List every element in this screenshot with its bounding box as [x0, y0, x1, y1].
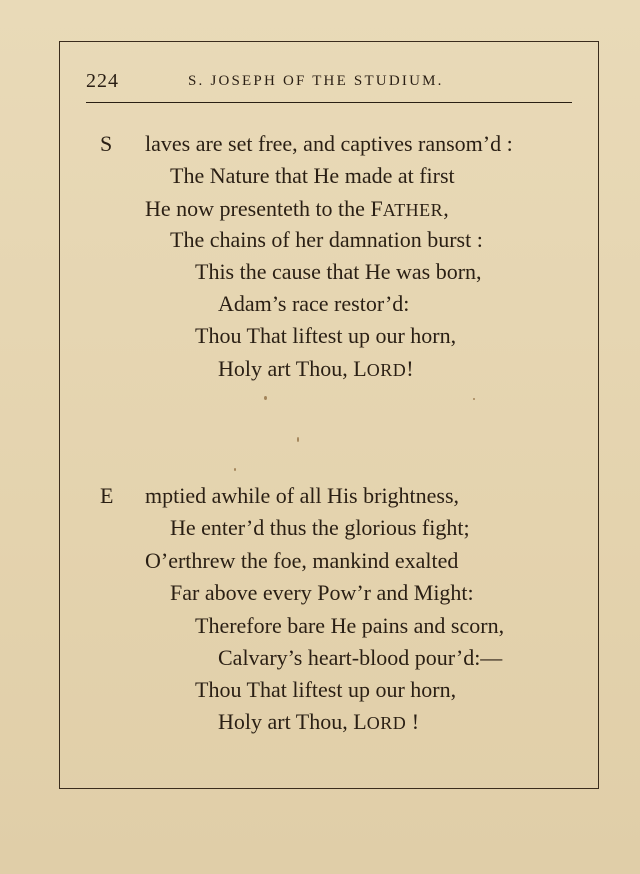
verse-line: Calvary’s heart-blood pour’d:— — [218, 645, 503, 670]
verse-line — [218, 358, 414, 380]
verse-line — [145, 198, 449, 220]
verse-line: laves are set free, and captives ransom’d : — [145, 131, 513, 156]
verse-line: This the cause that He was born, — [195, 259, 482, 284]
small-caps: ATHER — [382, 200, 444, 220]
verse-line: Adam’s race restor’d: — [218, 291, 410, 316]
page-number: 224 — [86, 70, 119, 92]
verse-line: He enter’d thus the glorious fight; — [170, 515, 470, 540]
verse-punct: , — [443, 196, 449, 221]
paper-speck — [297, 437, 299, 442]
verse-line: Thou That liftest up our horn, — [195, 323, 457, 348]
small-cap-initial: F — [370, 196, 383, 221]
small-caps: ORD — [366, 713, 407, 733]
verse-line: The chains of her damnation burst : — [170, 227, 483, 252]
header-rule — [86, 102, 572, 103]
running-head: S. JOSEPH OF THE STUDIUM. — [188, 73, 444, 89]
paper-speck — [234, 468, 236, 471]
verse-text: He now presenteth to the — [145, 196, 371, 221]
small-caps: ORD — [366, 360, 407, 380]
verse-line: Far above every Pow’r and Might: — [170, 580, 474, 605]
paper-speck — [264, 396, 267, 400]
paper-speck — [473, 398, 475, 400]
verse-line: Thou That liftest up our horn, — [195, 677, 457, 702]
verse-punct: ! — [406, 356, 414, 381]
verse-line: The Nature that He made at first — [170, 163, 455, 188]
small-cap-initial: L — [353, 709, 367, 734]
small-cap-initial: L — [353, 356, 367, 381]
stanza-initial: E — [100, 483, 114, 508]
verse-line: mptied awhile of all His brightness, — [145, 483, 460, 508]
stanza-initial: S — [100, 131, 113, 156]
verse-line: Therefore bare He pains and scorn, — [195, 613, 505, 638]
verse-line: O’erthrew the foe, mankind exalted — [145, 548, 459, 573]
verse-line — [218, 711, 419, 733]
verse-punct: ! — [406, 709, 420, 734]
verse-text: Holy art Thou, — [218, 709, 354, 734]
page-header — [86, 70, 572, 98]
verse-text: Holy art Thou, — [218, 356, 354, 381]
